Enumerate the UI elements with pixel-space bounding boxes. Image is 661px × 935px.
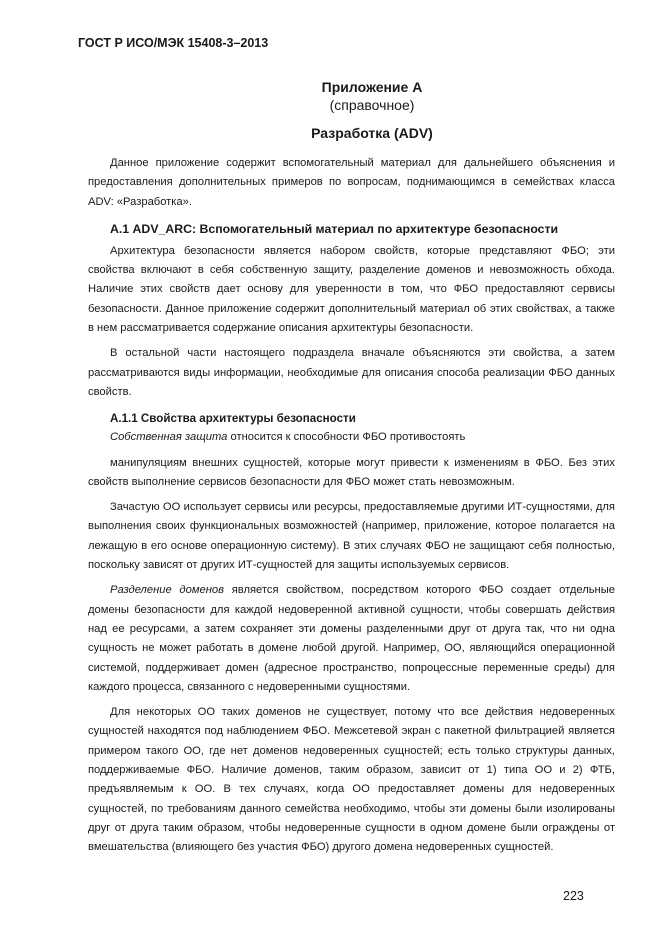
annex-title: Приложение А (321, 79, 423, 95)
paragraph-a11-1-text: относится к способности ФБО противостоять (227, 431, 466, 444)
paragraph-a11-2: манипуляциям внешних сущностей, которые могут привести к изменениям в ФБО. Без этих свойств выполнение сервисов безопасности для ФБО может стать невозможным. (88, 456, 615, 488)
intro-paragraph: Данное приложение содержит вспомогательный материал для дальнейшего объяснения и предоставления дополнительных примеров по вопросам, поднимающимся в семействах класса ADV: «Разработка». (88, 157, 615, 208)
annex-subtitle: (справочное) (329, 97, 415, 113)
term-self-protection: Собственная защита (110, 431, 228, 444)
paragraph-a11-5: Для некоторых ОО таких доменов не существует, потому что все действия недоверенных сущностей находятся под наблюдением ФБО. Межсетевой экран с пакетной фильтрацией является примером такого ОО, где нет доменов недоверенных сущностей; есть только структуры данных, поддерживаемые ФБО. Наличие доменов, таким образом, зависит от 1) типа ОО и 2) ФТБ, предъявляемым к ОО. В тех случаях, когда ОО предоставляет домены для недоверенных сущностей, по требованиям данного семейства необходимо, чтобы эти домены были изолированы друг от друга таким образом, чтобы недоверенные сущности в одном домене были ограждены от вмешательства (влияющего без участия ФБО) другого домена недоверенных сущностей. (88, 706, 615, 854)
term-domain-separation: Разделение доменов (110, 584, 224, 597)
paragraph-a11-3: Зачастую ОО использует сервисы или ресурсы, предоставляемые другими ИТ-сущностями, для выполнения своих функциональных возможностей (например, приложение, которое полагается на лежащую в его основе операционную систему). В этих случаях ФБО не защищают себя полностью, поскольку зависят от других ИТ-сущностей для защиты используемых сервисов. (88, 501, 615, 572)
document-body (88, 154, 615, 858)
paragraph-a1-2: В остальной части настоящего подраздела вначале объясняются эти свойства, а затем рассматриваются виды информации, необходимые для описания способа реализации ФБО данных свойств. (88, 347, 615, 398)
paragraph-a11-4 (88, 581, 615, 697)
paragraph-a1-1: Архитектура безопасности является набором свойств, которые представляют ФБО; эти свойства включают в себя собственную защиту, разделение доменов и невозможность обхода. Наличие этих свойств дает основу для уверенности в том, что ФБО предоставляют сервисы безопасности. Данное приложение содержит дополнительный материал об этих свойствах, а также в нем рассматривается содержание описания архитектуры безопасности. (88, 244, 615, 335)
page-number: 223 (563, 889, 584, 903)
annex-name: Разработка (ADV) (311, 125, 433, 141)
section-heading-a11: А.1.1 Свойства архитектуры безопасности (110, 412, 356, 426)
section-heading-a1: А.1 ADV_ARC: Вспомогательный материал по архитектуре безопасности (110, 221, 559, 236)
paragraph-a11-4-text: является свойством, посредством которого ФБО создает отдельные домены безопасности для каждой недоверенной активной сущности, чтобы совершать действия над ее ресурсами, а затем сохраняет эти домены разделенными друг от друга так, что ни одна сущность не может работать в домене любой другой. Например, ОО, являющийся операционной системой, поддерживает домен (адресное пространство, попроцессные переменные среды) для каждого процесса, связанного с недоверенными сущностями. (88, 584, 615, 693)
standard-id: ГОСТ Р ИСО/МЭК 15408-3–2013 (78, 36, 269, 50)
paragraph-a11-1 (88, 428, 615, 447)
